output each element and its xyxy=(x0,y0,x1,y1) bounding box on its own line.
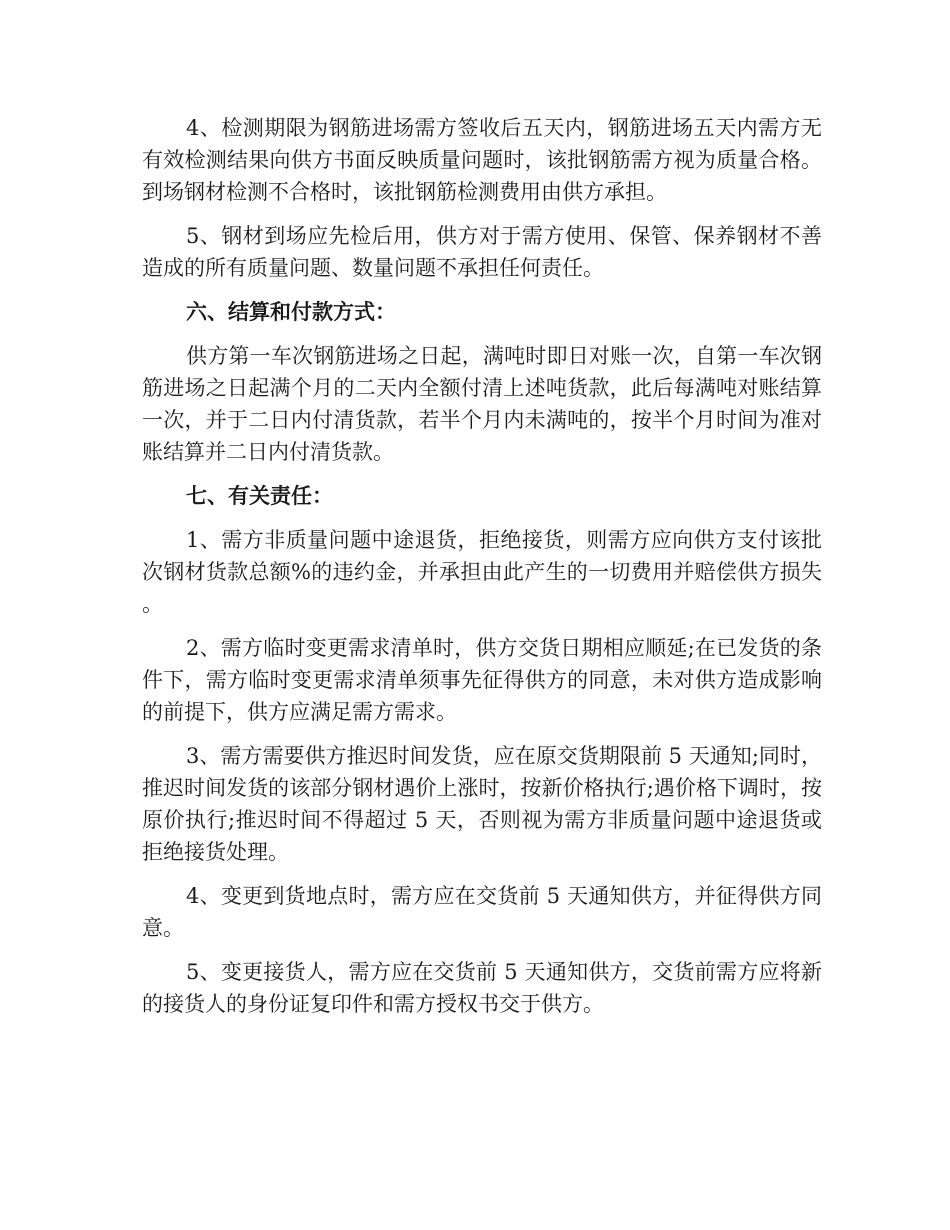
clause-7-1-paragraph: 1、需方非质量问题中途退货，拒绝接货，则需方应向供方支付该批次钢材货款总额%的违约金，并承担由此产生的一切费用并赔偿供方损失。 xyxy=(142,528,822,616)
clause-7-2-paragraph: 2、需方临时变更需求清单时，供方交货日期相应顺延;在已发货的条件下，需方临时变更需求清单须事先征得供方的同意，未对供方造成影响的前提下，供方应满足需方需求。 xyxy=(142,636,822,724)
section-6-heading: 六、结算和付款方式： xyxy=(186,300,396,324)
clause-7-3-paragraph: 3、需方需要供方推迟时间发货，应在原交货期限前 5 天通知;同时，推迟时间发货的该部分钢材遇价上涨时，按新价格执行;遇价格下调时，按原价执行;推迟时间不得超过 5 天，否则视为需方非质量问题中途退货或拒绝接货处理。 xyxy=(142,744,822,864)
section-7-heading: 七、有关责任： xyxy=(186,484,333,508)
clause-5-5-paragraph: 5、钢材到场应先检后用，供方对于需方使用、保管、保养钢材不善造成的所有质量问题、数量问题不承担任何责任。 xyxy=(142,224,822,280)
clause-7-5-paragraph: 5、变更接货人，需方应在交货前 5 天通知供方，交货前需方应将新的接货人的身份证复印件和需方授权书交于供方。 xyxy=(142,960,822,1016)
document-body xyxy=(142,112,822,1032)
clause-5-4-paragraph: 4、检测期限为钢筋进场需方签收后五天内，钢筋进场五天内需方无有效检测结果向供方书面反映质量问题时，该批钢筋需方视为质量合格。到场钢材检测不合格时，该批钢筋检测费用由供方承担。 xyxy=(142,116,822,204)
clause-7-4-paragraph: 4、变更到货地点时，需方应在交货前 5 天通知供方，并征得供方同意。 xyxy=(142,884,822,940)
section-6-paragraph: 供方第一车次钢筋进场之日起，满吨时即日对账一次，自第一车次钢筋进场之日起满个月的二天内全额付清上述吨货款，此后每满吨对账结算一次，并于二日内付清货款，若半个月内未满吨的，按半个月时间为准对账结算并二日内付清货款。 xyxy=(142,344,822,464)
